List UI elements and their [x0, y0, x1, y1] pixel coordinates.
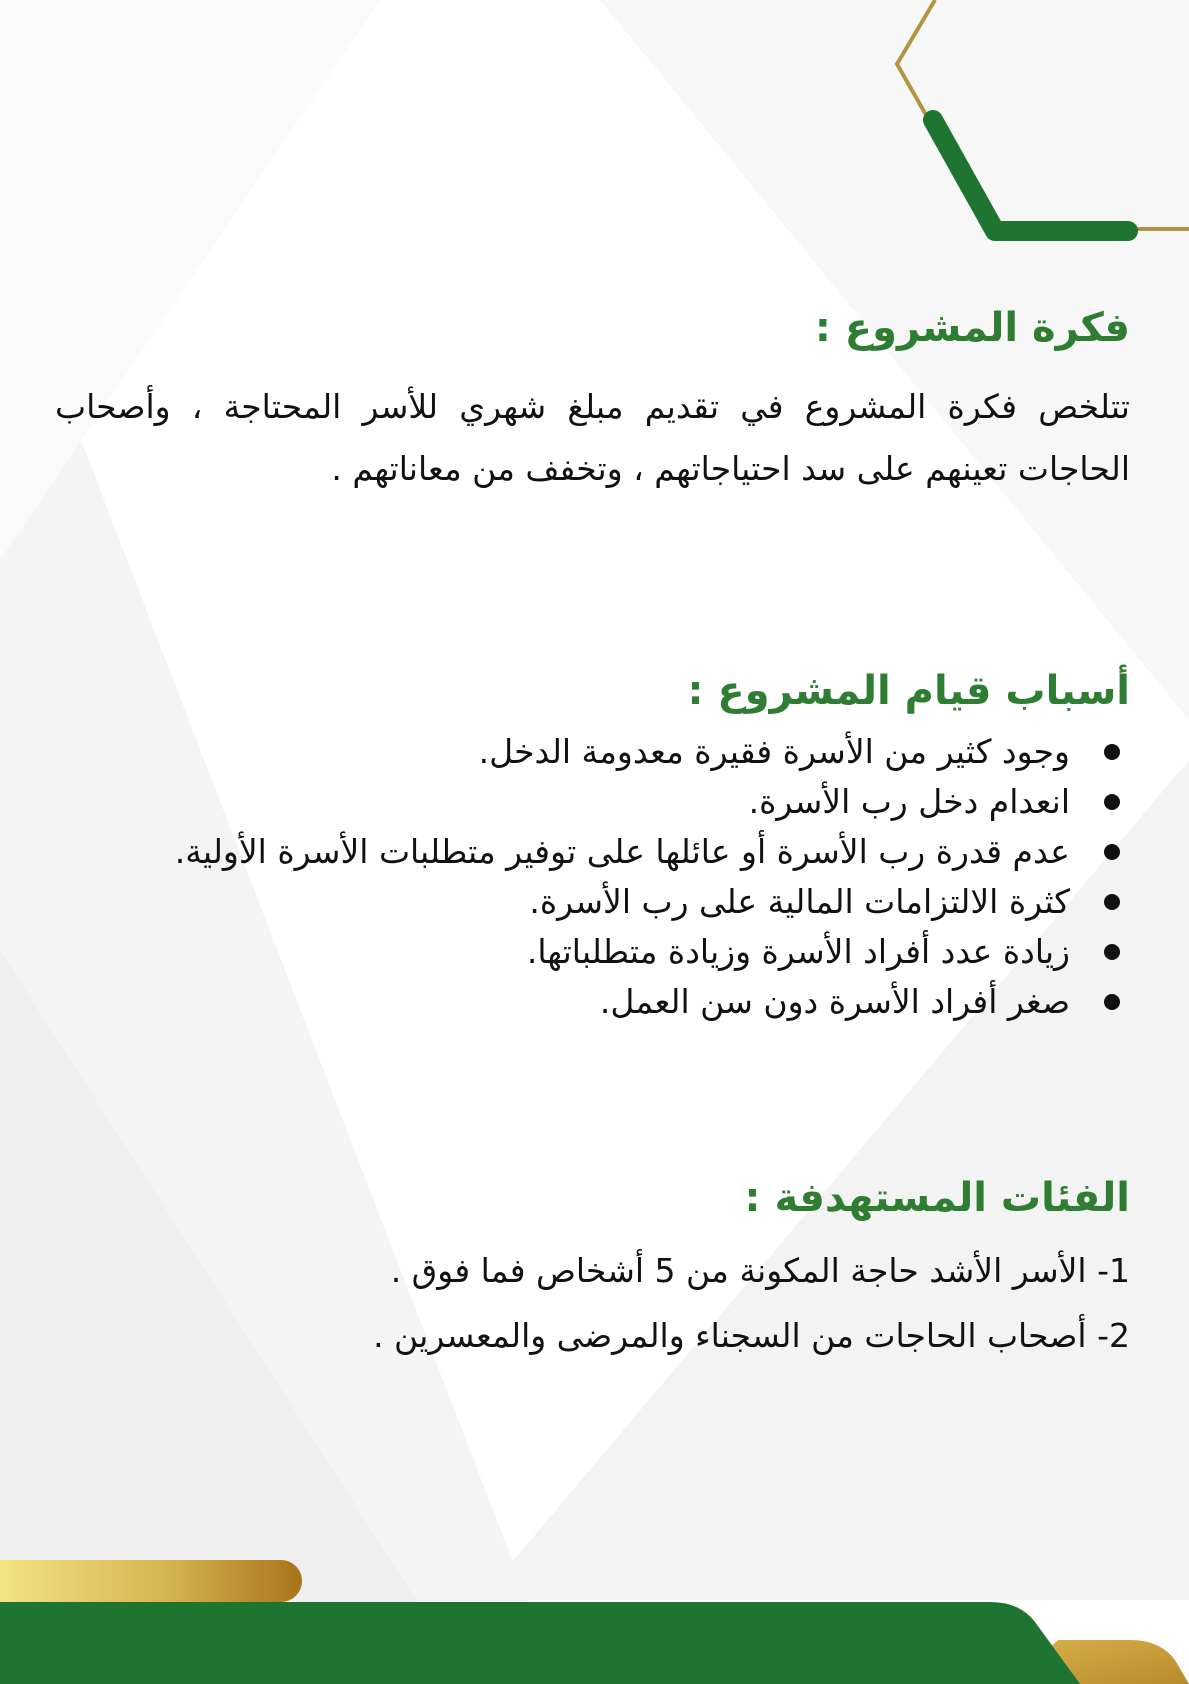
bottom-gold-bar — [0, 1560, 302, 1602]
list-item — [55, 727, 1070, 777]
project-reasons-section — [55, 663, 1130, 1027]
reason-text: وجود كثير من الأسرة فقيرة معدومة الدخل. — [478, 732, 1070, 771]
reason-text: صغر أفراد الأسرة دون سن العمل. — [599, 982, 1070, 1021]
list-item: 2- أصحاب الحاجات من السجناء والمرضى والمعسرين . — [373, 1316, 1130, 1355]
target-groups-heading: الفئات المستهدفة : — [744, 1175, 1130, 1221]
project-reasons-heading: أسباب قيام المشروع : — [687, 668, 1130, 714]
list-item — [55, 877, 1070, 927]
reason-text: كثرة الالتزامات المالية على رب الأسرة. — [529, 882, 1070, 921]
bullet-icon — [1104, 894, 1120, 910]
reason-text: زيادة عدد أفراد الأسرة وزيادة متطلباتها. — [526, 932, 1070, 971]
list-item — [55, 777, 1070, 827]
project-idea-text: تتلخص فكرة المشروع في تقديم مبلغ شهري للأسر المحتاجة ، وأصحاب الحاجات تعينهم على سد احتياجاتهم ، وتخفف من معاناتهم . — [55, 387, 1130, 488]
list-item — [55, 977, 1070, 1027]
target-groups-section — [55, 1170, 1130, 1368]
project-idea-heading: فكرة المشروع : — [814, 305, 1130, 351]
bullet-icon — [1104, 944, 1120, 960]
reason-text: عدم قدرة رب الأسرة أو عائلها على توفير متطلبات الأسرة الأولية. — [174, 832, 1070, 871]
bullet-icon — [1104, 744, 1120, 760]
list-item — [55, 827, 1070, 877]
reason-text: انعدام دخل رب الأسرة. — [748, 782, 1070, 821]
bottom-green-band — [0, 1602, 1080, 1684]
reasons-list — [55, 727, 1130, 1027]
project-idea-section — [55, 300, 1130, 500]
targets-list — [55, 1238, 1130, 1368]
list-item — [55, 927, 1070, 977]
bullet-icon — [1104, 994, 1120, 1010]
list-item: 1- الأسر الأشد حاجة المكونة من 5 أشخاص فما فوق . — [390, 1251, 1130, 1290]
bullet-icon — [1104, 844, 1120, 860]
bullet-icon — [1104, 794, 1120, 810]
